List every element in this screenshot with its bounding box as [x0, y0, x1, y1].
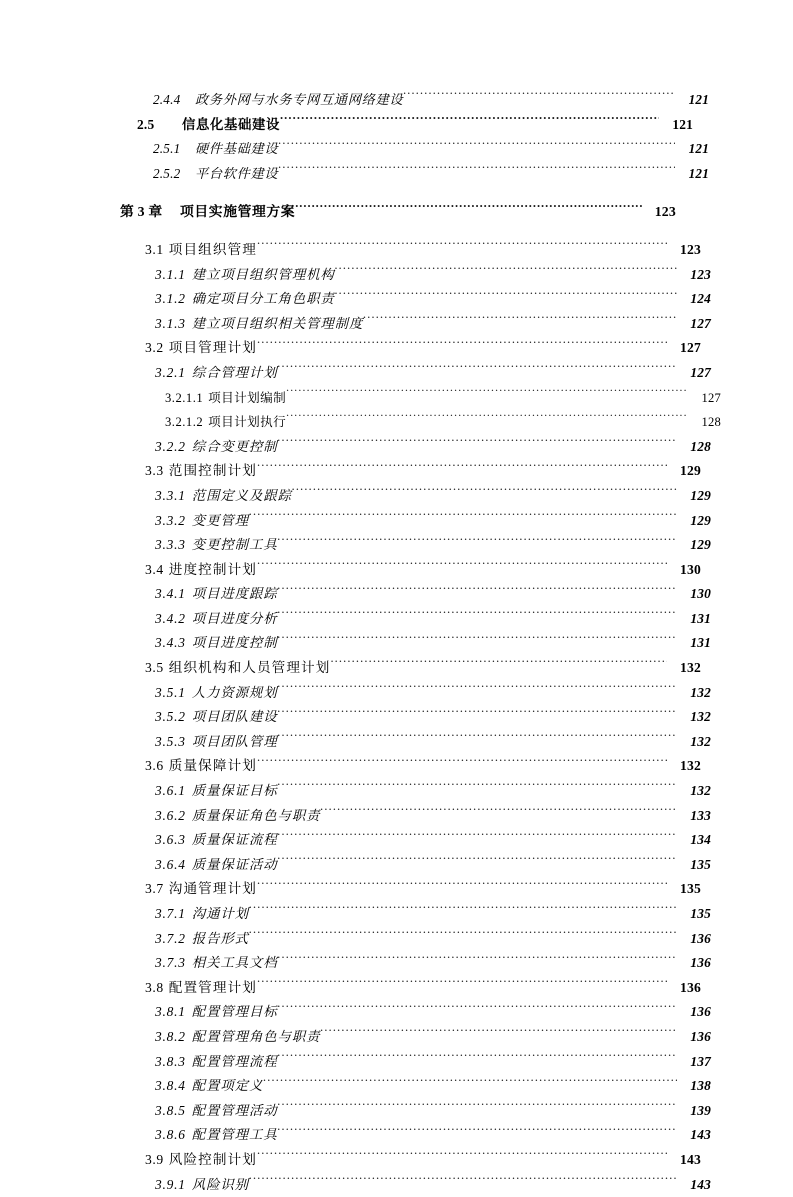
- toc-entry-page-number: 127: [690, 315, 711, 331]
- toc-entry-number: 3.6.4: [155, 856, 186, 872]
- toc-entry-title: 建立项目组织管理机构: [191, 266, 335, 282]
- toc-entry-title: 配置管理流程: [191, 1053, 278, 1069]
- toc-entry-page-number: 130: [690, 586, 711, 602]
- toc-dot-leader: [263, 1077, 677, 1090]
- toc-entry[interactable]: [118, 951, 711, 976]
- toc-entry[interactable]: [118, 386, 721, 411]
- toc-dot-leader: [286, 389, 687, 402]
- toc-entry-title: 变更控制工具: [191, 537, 278, 553]
- toc-entry-page-number: 132: [690, 709, 711, 725]
- toc-entry[interactable]: [118, 1173, 711, 1197]
- toc-entry-number: 3.8.4: [155, 1078, 186, 1094]
- toc-entry-title: 人力资源规划: [191, 684, 278, 700]
- toc-dot-leader: [278, 1003, 677, 1016]
- toc-entry[interactable]: [118, 877, 701, 902]
- toc-entry-title: 项目团队建设: [191, 709, 278, 725]
- toc-entry-page-number: 121: [688, 92, 709, 107]
- toc-entry-number: 3.1: [145, 241, 164, 257]
- toc-dot-leader: [278, 732, 677, 745]
- toc-entry-page-number: 136: [690, 1004, 711, 1020]
- toc-entry[interactable]: [118, 509, 711, 534]
- toc-entry-page-number: 143: [680, 1151, 701, 1167]
- toc-entry-number: 3.8.6: [155, 1127, 186, 1143]
- toc-entry[interactable]: [118, 754, 701, 779]
- toc-entry[interactable]: [118, 558, 701, 583]
- toc-entry-page-number: 128: [701, 415, 721, 430]
- toc-entry[interactable]: [118, 287, 711, 312]
- toc-entry-title: 沟通管理计划: [168, 881, 257, 897]
- toc-entry-title: 风险识别: [191, 1176, 249, 1192]
- toc-entry-number: 3.8.3: [155, 1053, 186, 1069]
- toc-entry-title: 沟通计划: [191, 906, 249, 921]
- toc-entry[interactable]: [118, 459, 701, 484]
- toc-dot-leader: [278, 708, 677, 721]
- toc-entry-page-number: 143: [690, 1127, 711, 1143]
- toc-entry-title: 进度控制计划: [168, 561, 257, 577]
- toc-entry-number: 3.8.2: [155, 1028, 186, 1044]
- toc-entry[interactable]: [118, 361, 711, 386]
- toc-entry[interactable]: [118, 705, 711, 730]
- toc-entry-page-number: 135: [680, 881, 701, 897]
- toc-entry-page-number: 137: [690, 1053, 711, 1069]
- toc-entry-title: 项目进度分析: [191, 610, 278, 626]
- toc-entry-page-number: 129: [690, 537, 711, 553]
- toc-entry-number: 3.3.3: [155, 537, 186, 553]
- toc-entry-page-number: 138: [690, 1078, 711, 1094]
- toc-entry-number: 3.8.1: [155, 1004, 186, 1020]
- toc-dot-leader: [257, 462, 667, 476]
- toc-entry[interactable]: [118, 533, 711, 558]
- toc-dot-leader: [257, 880, 667, 894]
- toc-entry-number: 3.7.2: [155, 930, 186, 946]
- toc-entry-title: 变更管理: [191, 512, 249, 528]
- toc-dot-leader: [249, 1175, 677, 1188]
- toc-entry-title: 质量保证目标: [191, 783, 278, 799]
- toc-entry-title: 项目实施管理方案: [180, 204, 296, 220]
- toc-entry-title: 政务外网与水务专网互通网络建设: [195, 92, 404, 107]
- toc-entry-list: [118, 88, 721, 1197]
- toc-dot-leader: [278, 855, 677, 868]
- toc-entry-number: 3.2.1.1: [165, 390, 204, 405]
- toc-entry-number: 3.9.1: [155, 1176, 186, 1192]
- toc-entry[interactable]: [118, 1025, 711, 1050]
- toc-entry[interactable]: [118, 976, 701, 1001]
- toc-entry-number: 3.4.1: [155, 586, 186, 602]
- toc-dot-leader: [278, 634, 677, 647]
- toc-dot-leader: [335, 265, 677, 278]
- toc-entry-title: 项目组织管理: [168, 241, 257, 257]
- toc-entry[interactable]: [118, 435, 711, 460]
- toc-entry-title: 质量保障计划: [168, 758, 257, 774]
- toc-entry-page-number: 124: [690, 291, 711, 307]
- toc-entry-number: 3.8: [145, 979, 164, 995]
- toc-entry-page-number: 129: [690, 512, 711, 528]
- toc-dot-leader: [320, 806, 677, 819]
- toc-entry[interactable]: [118, 312, 711, 337]
- toc-dot-leader: [292, 487, 677, 500]
- toc-entry-number: 3.3: [145, 463, 164, 479]
- toc-dot-leader: [278, 782, 677, 795]
- toc-entry[interactable]: [118, 238, 701, 263]
- toc-entry-number: 3.8.5: [155, 1102, 186, 1118]
- toc-entry-page-number: 123: [690, 266, 711, 282]
- toc-entry-page-number: 139: [690, 1102, 711, 1118]
- toc-dot-leader: [295, 203, 642, 217]
- toc-dot-leader: [278, 536, 677, 549]
- toc-dot-leader: [257, 978, 667, 992]
- toc-entry-title: 项目进度跟踪: [191, 586, 278, 602]
- toc-entry-title: 项目计划执行: [208, 415, 287, 430]
- toc-entry-page-number: 127: [690, 364, 711, 380]
- toc-dot-leader: [249, 511, 677, 524]
- toc-entry-page-number: 121: [688, 165, 709, 181]
- toc-entry-number: 3.5: [145, 660, 164, 676]
- toc-entry-title: 范围定义及跟踪: [191, 487, 292, 503]
- toc-entry[interactable]: [118, 681, 711, 706]
- toc-entry-page-number: 128: [690, 438, 711, 454]
- toc-entry-title: 质量保证活动: [191, 856, 278, 872]
- toc-dot-leader: [363, 314, 677, 327]
- toc-dot-leader: [403, 91, 675, 104]
- toc-entry-title: 配置管理目标: [191, 1004, 278, 1020]
- toc-entry-number: 3.1.2: [155, 291, 186, 307]
- toc-dot-leader: [278, 1126, 677, 1139]
- toc-entry-number: 3.7: [145, 881, 164, 897]
- toc-entry[interactable]: [118, 1099, 711, 1124]
- toc-entry-title: 项目管理计划: [168, 340, 257, 356]
- toc-entry-number: 3.2.1: [155, 364, 186, 380]
- toc-entry[interactable]: [118, 484, 711, 509]
- toc-dot-leader: [278, 831, 677, 844]
- toc-entry[interactable]: [118, 779, 711, 804]
- toc-entry[interactable]: [118, 927, 711, 952]
- toc-entry[interactable]: [118, 200, 676, 225]
- toc-dot-leader: [257, 240, 667, 254]
- toc-dot-leader: [280, 115, 659, 128]
- toc-entry-page-number: 130: [680, 561, 701, 577]
- toc-entry-page-number: 132: [680, 758, 701, 774]
- toc-dot-leader: [257, 560, 667, 574]
- toc-entry-number: 3.3.2: [155, 512, 186, 528]
- toc-entry-number: 3.2: [145, 340, 164, 356]
- toc-entry[interactable]: [118, 263, 711, 288]
- toc-entry-title: 建立项目组织相关管理制度: [191, 315, 364, 331]
- toc-entry-number: 3.7.3: [155, 955, 186, 971]
- toc-entry-number: 3.2.1.2: [165, 415, 204, 430]
- toc-entry[interactable]: [118, 1000, 711, 1025]
- toc-entry-title: 配置管理活动: [191, 1102, 278, 1118]
- toc-entry-page-number: 132: [690, 733, 711, 749]
- toc-entry-number: 3.5.2: [155, 709, 186, 725]
- toc-entry-title: 综合管理计划: [191, 364, 278, 380]
- toc-entry-title: 配置项定义: [191, 1078, 264, 1094]
- toc-entry-page-number: 127: [680, 340, 701, 356]
- toc-entry-page-number: 121: [672, 116, 693, 132]
- toc-entry-number: 第 3 章: [120, 204, 163, 220]
- toc-entry-page-number: 136: [690, 1028, 711, 1044]
- toc-entry[interactable]: [118, 804, 711, 829]
- toc-entry-title: 范围控制计划: [168, 463, 257, 479]
- toc-entry-number: 2.5: [137, 116, 155, 132]
- toc-dot-leader: [278, 585, 677, 598]
- toc-dot-leader: [286, 414, 687, 427]
- toc-entry[interactable]: [118, 631, 711, 656]
- toc-entry-number: 2.5.1: [153, 141, 181, 157]
- toc-entry-number: 3.4: [145, 561, 164, 577]
- toc-dot-leader: [278, 140, 675, 153]
- toc-entry-number: 3.6.1: [155, 783, 186, 799]
- toc-entry-page-number: 131: [690, 610, 711, 626]
- toc-entry-title: 配置管理工具: [191, 1127, 278, 1143]
- toc-entry-number: 3.6.3: [155, 832, 186, 848]
- toc-entry[interactable]: [118, 113, 693, 138]
- toc-entry[interactable]: [118, 902, 711, 927]
- toc-entry-page-number: 129: [680, 463, 701, 479]
- toc-entry-title: 质量保证角色与职责: [191, 807, 321, 823]
- toc-entry[interactable]: [118, 1123, 711, 1148]
- toc-entry-page-number: 123: [680, 241, 701, 257]
- toc-entry[interactable]: [118, 828, 711, 853]
- toc-entry-title: 平台软件建设: [195, 165, 279, 181]
- toc-entry-page-number: 131: [690, 635, 711, 651]
- toc-entry[interactable]: [118, 582, 711, 607]
- toc-entry[interactable]: [118, 1050, 711, 1075]
- toc-dot-leader: [278, 364, 677, 377]
- toc-entry-title: 信息化基础建设: [182, 116, 280, 132]
- toc-entry-page-number: 121: [688, 141, 709, 157]
- toc-entry-page-number: 132: [690, 684, 711, 700]
- toc-entry[interactable]: [118, 137, 709, 162]
- toc-dot-leader: [330, 658, 667, 672]
- toc-entry-title: 配置管理计划: [168, 979, 257, 995]
- toc-entry-title: 报告形式: [191, 930, 249, 946]
- toc-entry-number: 3.6: [145, 758, 164, 774]
- toc-entry-title: 项目团队管理: [191, 733, 278, 749]
- toc-entry-page-number: 136: [690, 955, 711, 971]
- toc-dot-leader: [249, 929, 677, 942]
- toc-entry-number: 3.4.2: [155, 610, 186, 626]
- toc-dot-leader: [278, 1101, 677, 1114]
- toc-entry[interactable]: [118, 336, 701, 361]
- toc-entry[interactable]: [118, 88, 709, 113]
- toc-entry-page-number: 132: [690, 783, 711, 799]
- toc-entry-page-number: 133: [690, 807, 711, 823]
- toc-entry-number: 3.5.3: [155, 733, 186, 749]
- toc-entry-page-number: 127: [701, 390, 721, 405]
- toc-entry-page-number: 134: [690, 832, 711, 848]
- toc-entry[interactable]: [118, 607, 711, 632]
- toc-dot-leader: [278, 165, 675, 178]
- toc-entry-page-number: 136: [680, 979, 701, 995]
- toc-entry-title: 配置管理角色与职责: [191, 1028, 321, 1044]
- toc-entry-page-number: 135: [690, 906, 711, 921]
- toc-entry-page-number: 136: [690, 930, 711, 946]
- toc-entry-title: 确定项目分工角色职责: [191, 291, 335, 307]
- toc-dot-leader: [335, 290, 677, 303]
- toc-entry-title: 项目计划编制: [208, 390, 287, 405]
- toc-entry[interactable]: [118, 1148, 701, 1173]
- toc-dot-leader: [257, 757, 667, 771]
- toc-dot-leader: [278, 1052, 677, 1065]
- toc-entry-number: 3.2.2: [155, 438, 186, 454]
- toc-entry-page-number: 135: [690, 856, 711, 872]
- toc-entry-number: 3.5.1: [155, 684, 186, 700]
- toc-entry-number: 3.4.3: [155, 635, 186, 651]
- toc-entry[interactable]: [118, 853, 711, 878]
- toc-dot-leader: [257, 339, 667, 353]
- toc-entry-number: 3.7.1: [155, 906, 186, 921]
- toc-entry-title: 综合变更控制: [191, 438, 278, 454]
- toc-entry-number: 3.1.1: [155, 266, 186, 282]
- toc-entry-page-number: 143: [690, 1176, 711, 1192]
- toc-entry-title: 项目进度控制: [191, 635, 278, 651]
- toc-dot-leader: [320, 1028, 677, 1041]
- toc-entry[interactable]: [118, 656, 701, 681]
- toc-entry-number: 3.3.1: [155, 487, 186, 503]
- toc-entry-page-number: 129: [690, 487, 711, 503]
- toc-dot-leader: [278, 683, 677, 696]
- toc-entry-title: 组织机构和人员管理计划: [168, 660, 331, 676]
- toc-entry[interactable]: [118, 730, 711, 755]
- toc-dot-leader: [257, 1150, 667, 1164]
- toc-entry-page-number: 123: [654, 204, 676, 220]
- toc-entry-title: 相关工具文档: [191, 955, 278, 971]
- toc-entry-title: 质量保证流程: [191, 832, 278, 848]
- toc-entry-number: 2.4.4: [153, 92, 181, 107]
- toc-entry-number: 3.9: [145, 1151, 164, 1167]
- toc-entry-page-number: 132: [680, 660, 701, 676]
- toc-entry-title: 风险控制计划: [168, 1151, 257, 1167]
- toc-entry-title: 硬件基础建设: [195, 141, 279, 157]
- toc-entry-number: 2.5.2: [153, 165, 181, 181]
- toc-dot-leader: [278, 437, 677, 450]
- toc-entry[interactable]: [118, 1074, 711, 1099]
- toc-dot-leader: [249, 905, 677, 918]
- toc-dot-leader: [278, 609, 677, 622]
- toc-entry-number: 3.6.2: [155, 807, 186, 823]
- toc-entry[interactable]: [118, 162, 709, 187]
- toc-dot-leader: [278, 954, 677, 967]
- toc-entry-number: 3.1.3: [155, 315, 186, 331]
- toc-entry[interactable]: [118, 410, 721, 435]
